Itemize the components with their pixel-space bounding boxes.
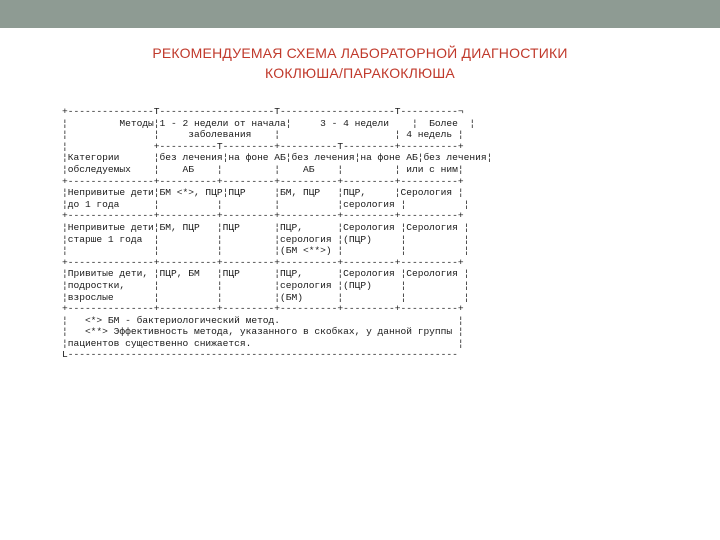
table-line: ¦ ¦ заболевания ¦ ¦ 4 недель ¦ bbox=[62, 129, 464, 141]
title-line-1: РЕКОМЕНДУЕМАЯ СХЕМА ЛАБОРАТОРНОЙ ДИАГНОСТИКИ bbox=[152, 45, 568, 61]
table-line: +---------------+----------+---------+----------+---------+----------+ bbox=[62, 210, 464, 222]
table-line: ¦ Методы¦1 - 2 недели от начала¦ 3 - 4 недели ¦ Более ¦ bbox=[62, 117, 476, 129]
slide-title bbox=[60, 43, 660, 83]
table-line: ¦обследуемых ¦ АБ ¦ ¦ АБ ¦ ¦ или с ним¦ bbox=[62, 163, 464, 175]
table-line: +---------------T--------------------T--------------------T----------¬ bbox=[62, 106, 464, 117]
table-line: ¦ +----------T---------+----------T---------+----------+ bbox=[62, 140, 464, 152]
table-line: +---------------+----------+---------+----------+---------+----------+ bbox=[62, 256, 464, 268]
table-line: ¦ <*> БМ - бактериологический метод. ¦ bbox=[62, 314, 464, 326]
ascii-table-image bbox=[62, 106, 620, 453]
table-line: ¦Непривитые дети¦БМ <*>, ПЦР¦ПЦР ¦БМ, ПЦР ¦ПЦР, ¦Серология ¦ bbox=[62, 187, 464, 199]
table-line: ¦Привитые дети, ¦ПЦР, БМ ¦ПЦР ¦ПЦР, ¦Серология ¦Серология ¦ bbox=[62, 268, 470, 280]
table-line: ¦подростки, ¦ ¦ ¦серология ¦(ПЦР) ¦ ¦ bbox=[62, 279, 470, 291]
table-line: ¦ ¦ ¦ ¦(БМ <**>) ¦ ¦ ¦ bbox=[62, 245, 470, 257]
table-line: ¦Категории ¦без лечения¦на фоне АБ¦без лечения¦на фоне АБ¦без лечения¦ bbox=[62, 152, 493, 164]
table-line: +---------------+----------+---------+----------+---------+----------+ bbox=[62, 303, 464, 315]
ascii-table bbox=[62, 106, 492, 361]
table-line: ¦старше 1 года ¦ ¦ ¦серология ¦(ПЦР) ¦ ¦ bbox=[62, 233, 470, 245]
table-line: ¦пациентов существенно снижается. ¦ bbox=[62, 337, 464, 349]
table-line: ¦ <**> Эффективность метода, указанного в скобках, у данной группы ¦ bbox=[62, 326, 464, 338]
top-bar bbox=[0, 0, 720, 28]
table-line: L-------------------------------------------------------------------- bbox=[62, 349, 458, 361]
table-line: +---------------+----------+---------+----------+---------+----------+ bbox=[62, 175, 464, 187]
table-line: ¦Непривитые дети¦БМ, ПЦР ¦ПЦР ¦ПЦР, ¦Серология ¦Серология ¦ bbox=[62, 221, 470, 233]
table-line: ¦взрослые ¦ ¦ ¦(БМ) ¦ ¦ ¦ bbox=[62, 291, 470, 303]
table-line: ¦до 1 года ¦ ¦ ¦ ¦серология ¦ ¦ bbox=[62, 198, 470, 210]
title-line-2: КОКЛЮША/ПАРАКОКЛЮША bbox=[265, 65, 455, 81]
